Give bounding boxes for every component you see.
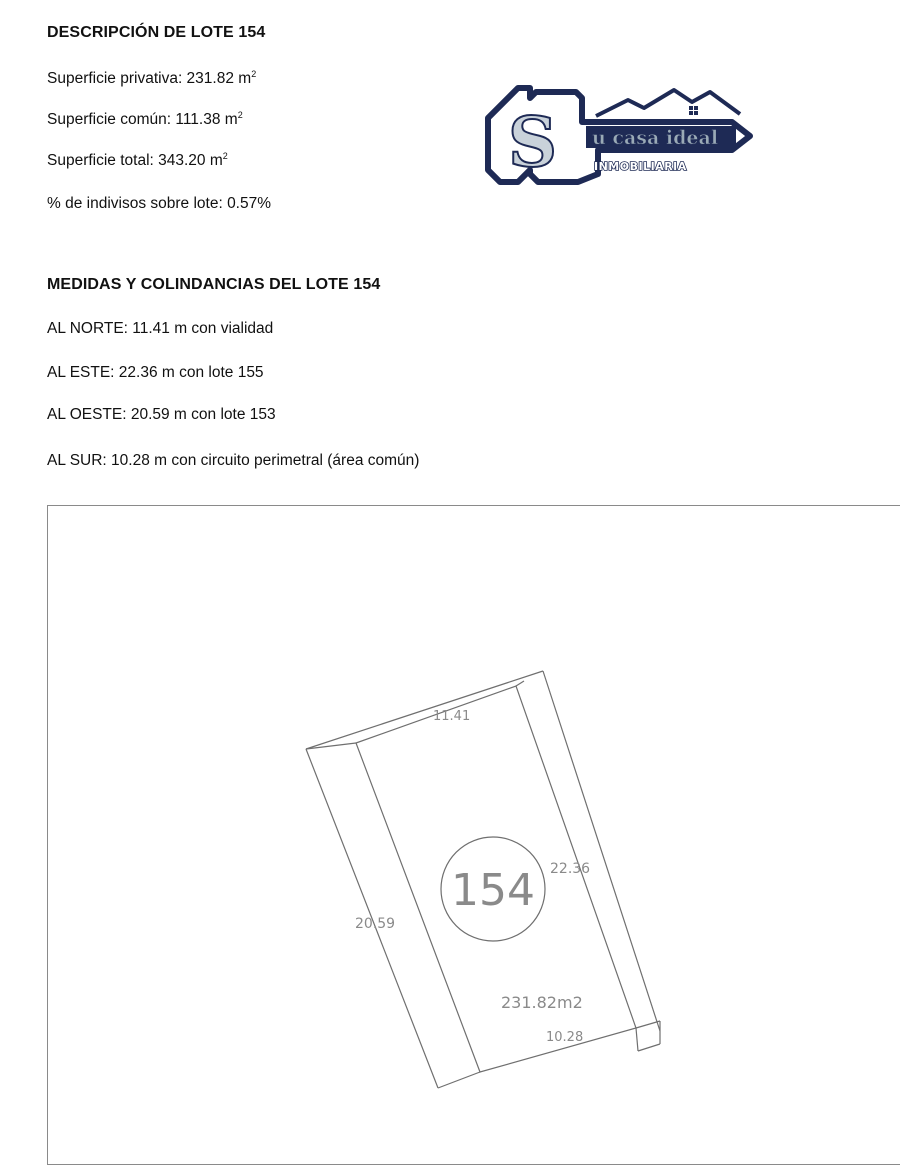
logo-letter: S [508, 103, 558, 183]
undivided-share-line: % de indivisos sobre lote: 0.57% [47, 195, 272, 212]
east-boundary: AL ESTE: 22.36 m con lote 155 [47, 364, 264, 381]
east-boundary-line [543, 671, 660, 1031]
common-area-line: Superficie común: 111.38 $m^2$ [47, 110, 243, 128]
east-strip-line [516, 681, 524, 686]
north-dimension-label: 11.41 [433, 709, 471, 724]
company-logo [478, 78, 770, 190]
south-strip-tick [636, 1028, 638, 1051]
total-area-line: Superficie total: 343.20 $m^2$ [47, 151, 228, 169]
boundaries-heading: MEDIDAS Y COLINDANCIAS DEL LOTE 154 [47, 276, 381, 293]
south-boundary: AL SUR: 10.28 m con circuito perimetral (área común) [47, 452, 420, 469]
south-strip-right [636, 1021, 660, 1028]
south-strip-base [638, 1044, 660, 1051]
lot-plan-drawing [48, 506, 900, 1166]
lot-area-label: 231.82m2 [501, 993, 583, 1012]
west-dimension-label: 20.59 [355, 916, 396, 932]
logo-roof [596, 90, 740, 116]
lot-plan-frame [47, 505, 900, 1165]
north-road-line [306, 671, 543, 749]
private-area-line: Superficie privativa: 231.82 $m^2$ [47, 69, 257, 87]
north-boundary: AL NORTE: 11.41 m con vialidad [47, 320, 274, 337]
lot-number-label: 154 [451, 865, 535, 916]
south-dimension-label: 10.28 [546, 1030, 584, 1045]
lot-description-heading: DESCRIPCIÓN DE LOTE 154 [47, 24, 266, 41]
west-boundary: AL OESTE: 20.59 m con lote 153 [47, 406, 276, 423]
east-dimension-label: 22.36 [550, 861, 591, 877]
logo-name: u casa ideal [592, 127, 719, 149]
south-outer-line [438, 1072, 480, 1088]
logo-tagline: INMOBILIARIA [594, 160, 687, 173]
logo-window-icon [689, 106, 698, 115]
